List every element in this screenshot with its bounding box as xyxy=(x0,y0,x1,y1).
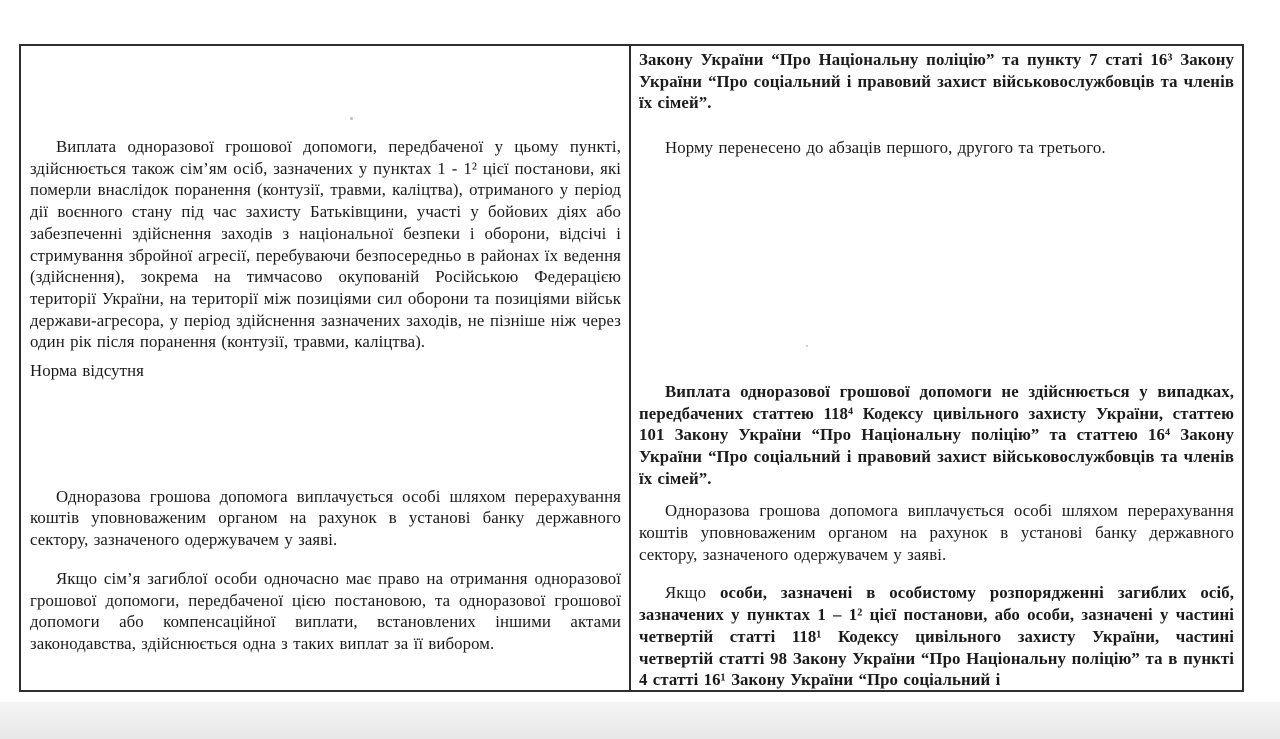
scan-speckle xyxy=(806,345,808,347)
right-paragraph-norm-moved: Норму перенесено до абзаців першого, другого та третього. xyxy=(665,138,1106,158)
scanner-background-strip xyxy=(0,702,1280,739)
right-paragraph-5-lead: Якщо xyxy=(665,583,720,603)
left-column-current-wording xyxy=(21,46,631,690)
left-paragraph-payment-to-families: Виплата одноразової грошової допомоги, передбаченої у цьому пункті, здійснюється також сім’ям осіб, зазначених у пунктах 1 - 1² цієї постанови, які померли внаслідок поранення (контузії, травми, каліцтва), отриманого у період дії воєнного стану під час захисту Батьківщини, участі у бойових діях або забезпеченні здійснення заходів з національної безпеки і оборони, відсічі і стримування збройної агресії, перебуваючи безпосередньо в районах їх ведення (здійснення), зокрема на тимчасово окупованій Російською Федерацією території України, на території між позиціями сил оборони та позиціями військ держави-агресора, у період здійснення зазначених заходів, не пізніше ніж через один рік після поранення (контузії, травми, каліцтва). xyxy=(30,137,621,352)
scan-speckle xyxy=(350,117,353,120)
left-paragraph-payment-procedure: Одноразова грошова допомога виплачується особі шляхом перерахування коштів уповноваженим органом на рахунок в установі банку державного сектору, зазначеного одержувачем у заяві. xyxy=(30,486,621,550)
left-paragraph-family-choice: Якщо сім’я загиблої особи одночасно має право на отримання одноразової грошової допомоги, передбаченої цією постановою, та одноразової грошової допомоги або компенсаційної виплати, встановлених іншими актами законодавства, здійснюється одна з таких виплат за її вибором. xyxy=(30,568,621,653)
right-paragraph-law-references: Закону України “Про Національну поліцію” та пункту 7 статі 16³ Закону України “Про соціальний і правовий захист військовослужбовців та членів їх сімей”. xyxy=(639,50,1234,113)
comparison-table xyxy=(19,44,1244,692)
right-column-new-wording xyxy=(631,46,1242,690)
right-paragraph-payment-exclusions: Виплата одноразової грошової допомоги не здійснюється у випадках, передбачених статтею 118⁴ Кодексу цивільного захисту України, статтею 101 Закону України “Про Національну поліцію” та статтею 16⁴ Закону України “Про соціальний і правовий захист військовослужбовців та членів їх сімей”. xyxy=(639,381,1234,488)
right-paragraph-designated-persons xyxy=(639,582,1234,690)
left-paragraph-norm-absent: Норма відсутня xyxy=(30,361,144,381)
right-paragraph-payment-procedure: Одноразова грошова допомога виплачується особі шляхом перерахування коштів уповноваженим органом на рахунок в установі банку державного сектору, зазначеного одержувачем у заяві. xyxy=(639,501,1234,564)
right-paragraph-5-bold-text: особи, зазначені в особистому розпорядженні загиблих осіб, зазначених у пунктах 1 – 1² цієї постанови, або особи, зазначені у частині четвертій статті 118¹ Кодексу цивільного захисту України, частині четвертій статті 98 Закону України “Про Національну поліцію” та в пункті 4 статті 16¹ Закону України “Про соціальний і xyxy=(639,583,1234,690)
